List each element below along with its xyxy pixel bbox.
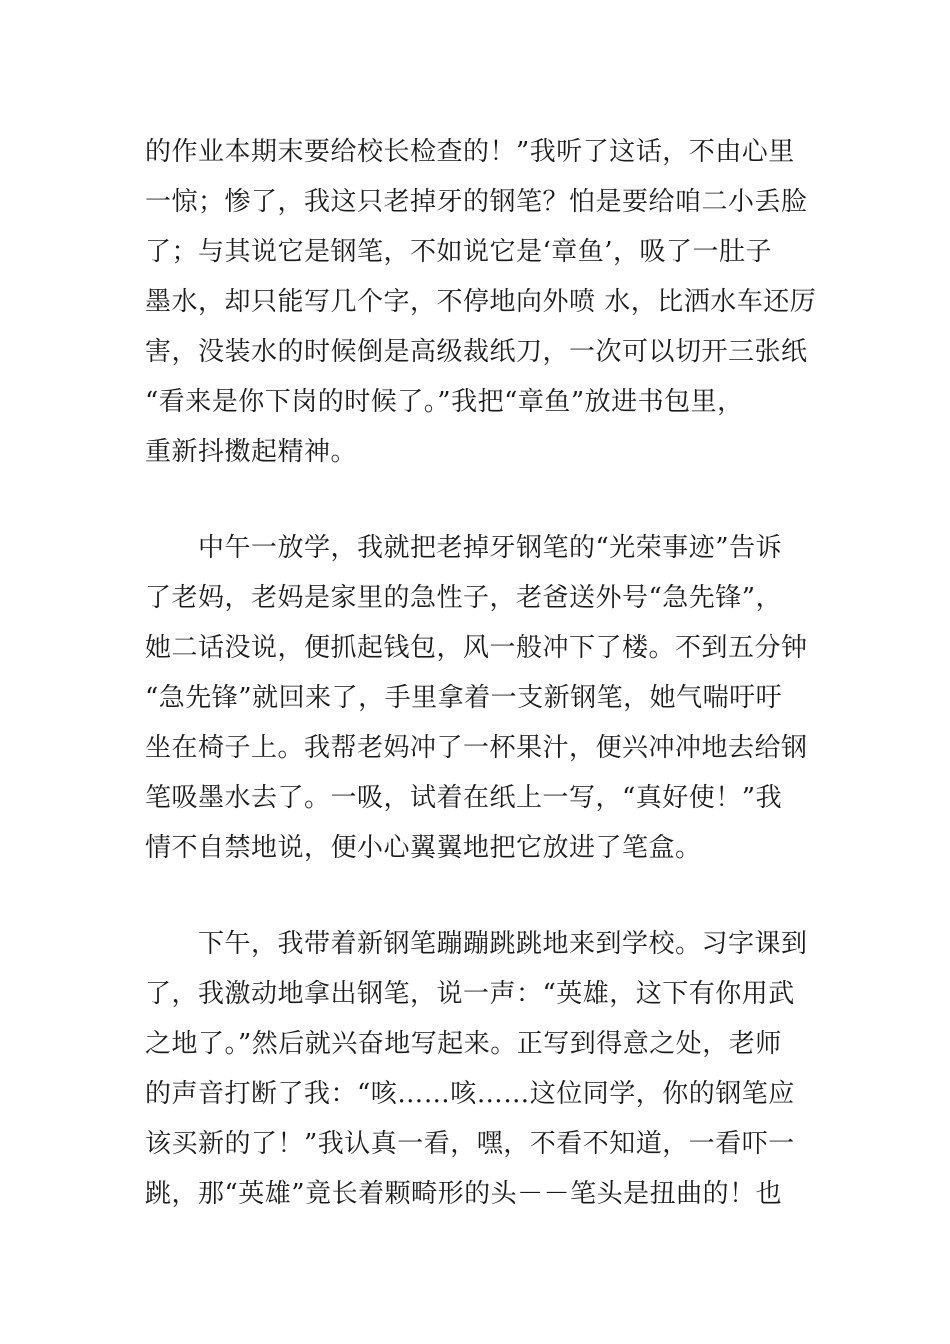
text-line: 之地了。”然后就兴奋地写起来。正写到得意之处，老师	[145, 1029, 782, 1059]
text-line: 的作业本期末要给校长检查的！”我听了这话，不由心里	[145, 137, 795, 167]
text-line: “看来是你下岗的时候了。”我把“章鱼”放进书包里，	[145, 387, 744, 417]
text-line: 情不自禁地说，便小心翼翼地把它放进了笔盒。	[145, 833, 702, 863]
text-line: 了老妈，老妈是家里的急性子，老爸送外号“急先锋”，	[145, 583, 783, 613]
paragraph-3	[145, 919, 815, 1219]
text-line: 了；与其说它是钢笔，不如说它是‘章鱼’，吸了一肚子	[145, 237, 773, 267]
text-line: 一惊；惨了，我这只老掉牙的钢笔？怕是要给咱二小丢脸	[145, 187, 808, 217]
text-line: 笔吸墨水去了。一吸，试着在纸上一写，“真好使！”我	[145, 783, 783, 813]
text-line: 害，没装水的时候倒是高级裁纸刀，一次可以切开三张纸	[145, 337, 808, 367]
text-line: 重新抖擞起精神。	[145, 437, 358, 467]
text-line: 墨水，却只能写几个字，不停地向外喷 水，比洒水车还厉	[145, 287, 817, 317]
text-line: 中午一放学，我就把老掉牙钢笔的“光荣事迹”告诉	[145, 533, 783, 563]
text-line: 下午，我带着新钢笔蹦蹦跳跳地来到学校。习字课到	[145, 929, 808, 959]
text-line: 坐在椅子上。我帮老妈冲了一杯果汁，便兴冲冲地去给钢	[145, 733, 808, 763]
text-line: 的声音打断了我：“咳……咳……这位同学，你的钢笔应	[145, 1079, 795, 1109]
text-line: “急先锋”就回来了，手里拿着一支新钢笔，她气喘吁吁	[145, 683, 783, 713]
paragraph-1	[145, 127, 815, 477]
text-line: 了，我激动地拿出钢笔，说一声：“英雄，这下有你用武	[145, 979, 795, 1009]
text-line: 跳，那“英雄”竟长着颗畸形的头－－笔头是扭曲的！也	[145, 1179, 783, 1209]
text-line: 她二话没说，便抓起钱包，风一般冲下了楼。不到五分钟	[145, 633, 808, 663]
text-line: 该买新的了！”我认真一看，嘿，不看不知道，一看吓一	[145, 1129, 795, 1159]
paragraph-2	[145, 523, 815, 873]
